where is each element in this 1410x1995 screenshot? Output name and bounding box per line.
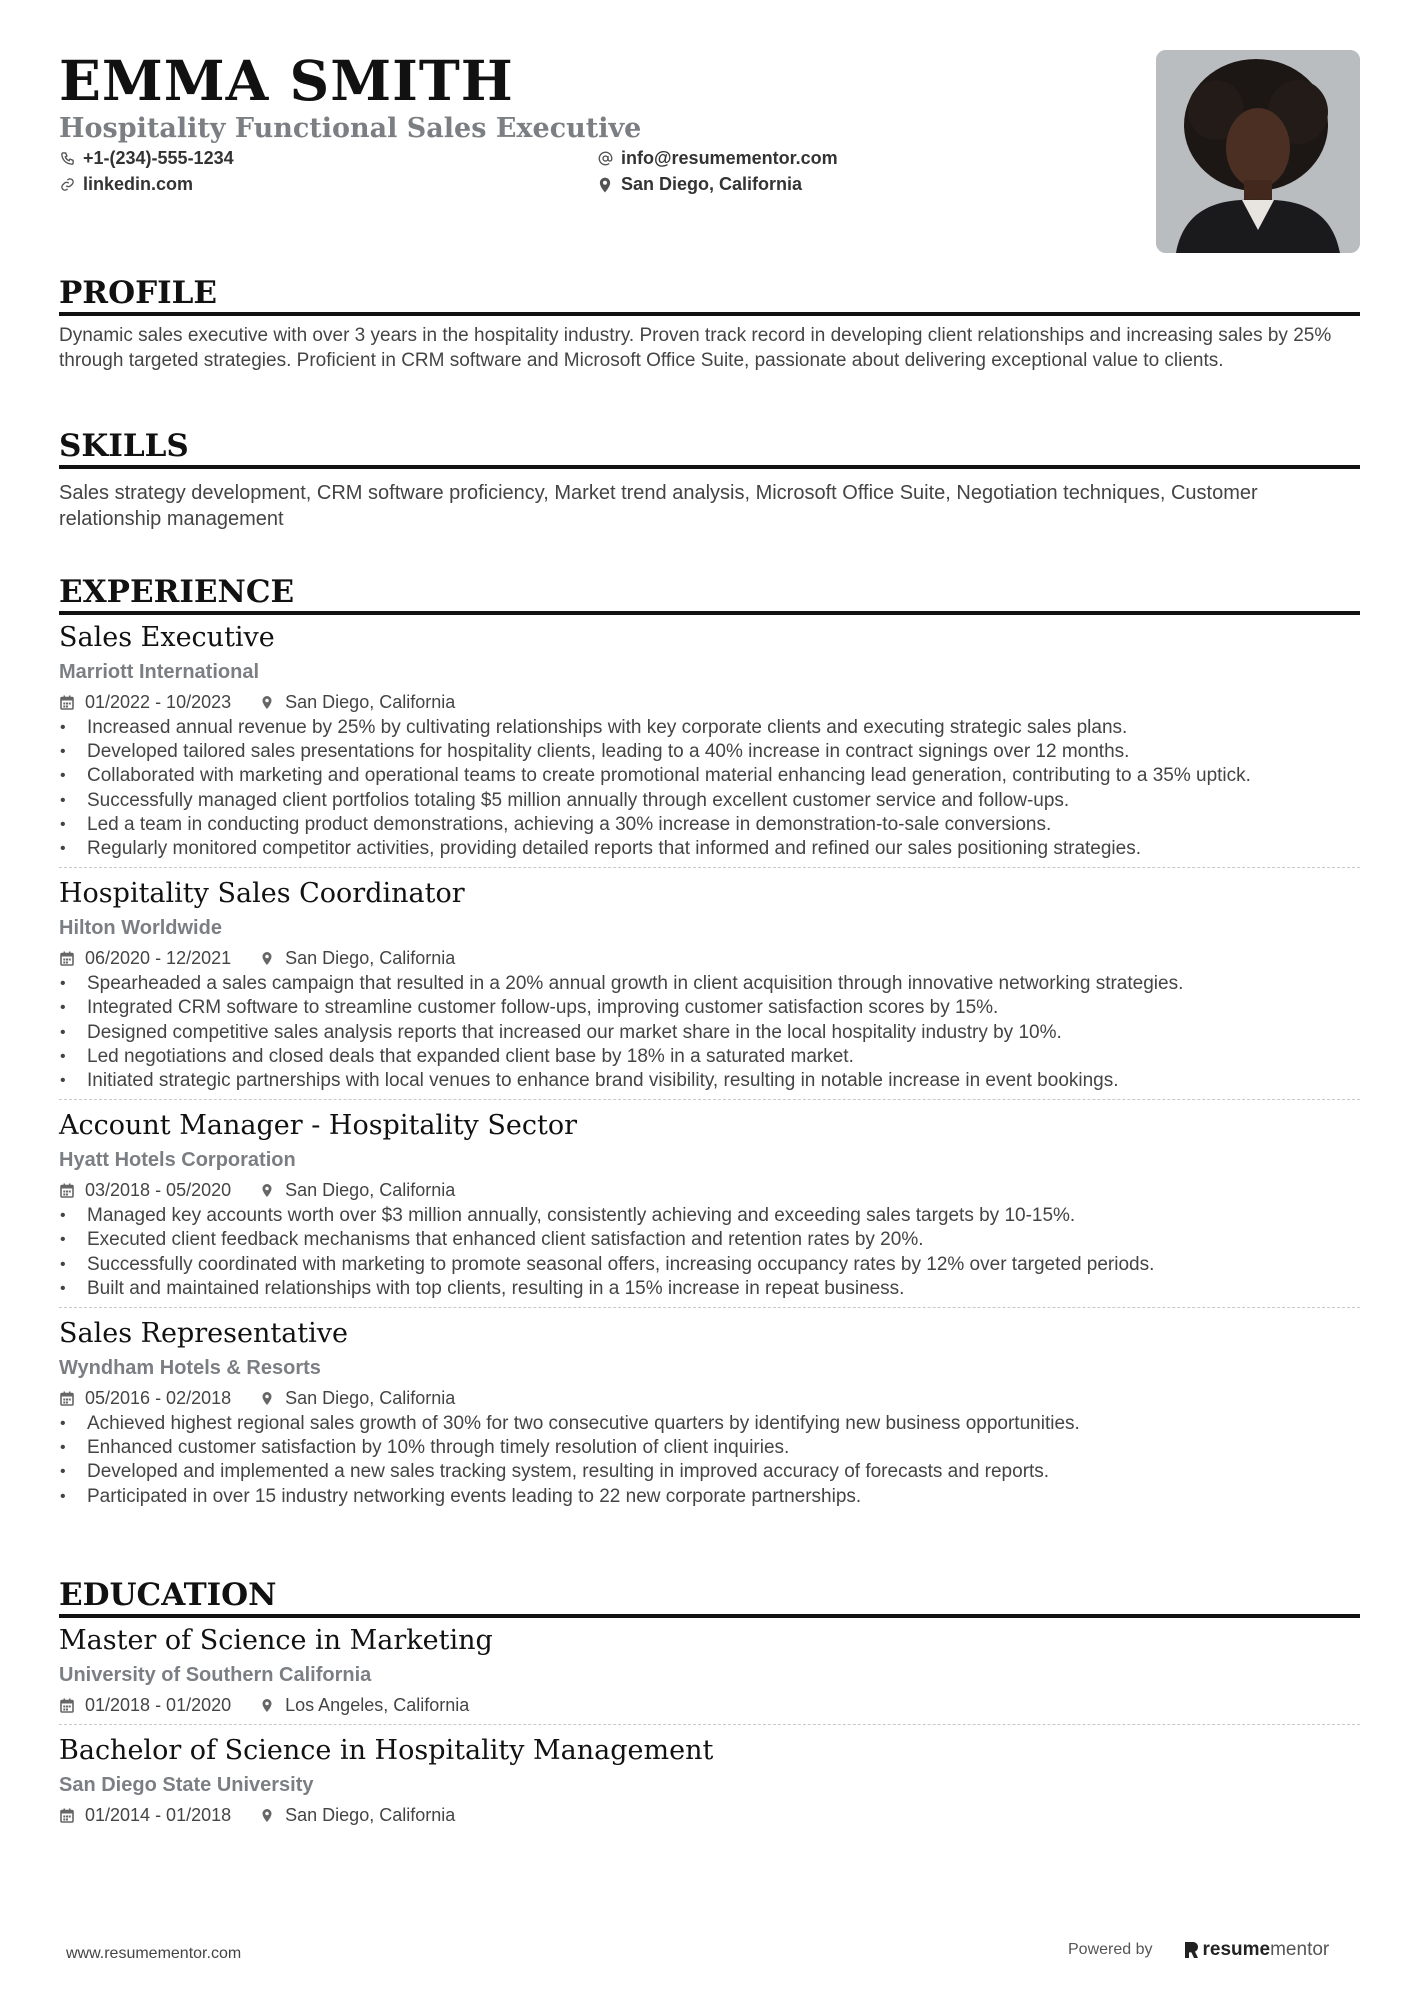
achievement-item: • Spearheaded a sales campaign that resulted in a 20% annual growth in client acquisition through innovative networking strategies. [59,972,1360,996]
entry-location: San Diego, California [285,1180,456,1201]
achievement-item: • Regularly monitored competitor activities, providing detailed reports that informed and refined our sales positioning strategies. [59,837,1360,861]
education-heading: EDUCATION [59,1576,1360,1618]
powered-by-label: Powered by [1068,1941,1153,1958]
entry-location: San Diego, California [285,692,456,712]
achievement-item: • Built and maintained relationships with top clients, resulting in a 15% increase in repeat business. [59,1277,1360,1301]
resumementor-logo-icon [1183,1940,1199,1960]
location-value: San Diego, California [621,174,803,194]
profile-photo [1156,50,1360,253]
achievement-item: • Executed client feedback mechanisms that enhanced client satisfaction and retention rates by 20%. [59,1228,1360,1252]
achievement-item: • Successfully managed client portfolios totaling $5 million annually through excellent customer service and follow-ups. [59,789,1360,813]
achievement-list [59,1204,1360,1301]
job-meta [59,1385,1360,1411]
calendar-icon [59,950,75,966]
achievement-item: • Achieved highest regional sales growth of 30% for two consecutive quarters by identifying new business opportunities. [59,1412,1360,1436]
achievement-item: • Collaborated with marketing and operational teams to create promotional material enhancing lead generation, contributing to a 35% uptick. [59,764,1360,788]
linkedin-value: linkedin.com [83,174,194,194]
achievement-item: • Led negotiations and closed deals that expanded client base by 18% in a saturated market. [59,1045,1360,1069]
job-meta [59,689,1360,715]
achievement-item: • Enhanced customer satisfaction by 10% through timely resolution of client inquiries. [59,1436,1360,1460]
job-title: Sales Executive [59,622,275,653]
job-meta [59,945,1360,971]
education-list [59,1623,1360,1828]
achievement-item: • Increased annual revenue by 25% by cultivating relationships with key corporate clients and executing strategic sales plans. [59,716,1360,740]
date-range: 06/2020 - 12/2021 [85,948,232,969]
profile-text: Dynamic sales executive with over 3 years in the hospitality industry. Proven track record in developing client relationships and increasing sales by 25% through targeted strategies. Proficient in CRM software and Microsoft Office Suite, passionate about delivering exceptional value to clients. [59,325,1332,371]
date-range: 01/2022 - 10/2023 [85,692,232,712]
calendar-icon [59,1697,75,1713]
footer-website[interactable]: www.resumementor.com [66,1945,242,1962]
experience-list [59,620,1360,1509]
profile-heading: PROFILE [59,274,1360,316]
map-pin-icon [259,950,275,966]
achievement-item: • Managed key accounts worth over $3 million annually, consistently achieving and exceeding sales targets by 10-15%. [59,1204,1360,1228]
map-pin-icon [259,1807,275,1823]
entry-divider [59,867,1360,868]
date-range: 01/2014 - 01/2018 [85,1805,232,1825]
achievement-item: • Designed competitive sales analysis reports that increased our market share in the local hospitality industry by 10%. [59,1021,1360,1045]
candidate-name: EMMA SMITH [59,48,514,113]
job-title: Hospitality Sales Coordinator [59,878,465,910]
brand-logo[interactable] [1183,1939,1330,1961]
date-range: 01/2018 - 01/2020 [85,1695,232,1715]
experience-section [59,573,1360,1509]
map-pin-icon [597,177,613,193]
school-name: San Diego State University [59,1774,314,1796]
education-title: Master of Science in Marketing [59,1625,493,1656]
achievement-list [59,972,1360,1093]
company-name: Wyndham Hotels & Resorts [59,1357,321,1380]
education-meta [59,1802,1360,1828]
education-entry [59,1733,1360,1828]
education-entry [59,1623,1360,1718]
skills-heading: SKILLS [59,427,1360,469]
footer-branding [1068,1939,1329,1961]
achievement-item: • Participated in over 15 industry networking events leading to 22 new corporate partnerships. [59,1485,1360,1509]
brand-bold: resume [1202,1939,1271,1960]
at-icon [597,151,613,167]
contact-email[interactable] [597,148,838,169]
education-meta [59,1692,1360,1718]
map-pin-icon [259,694,275,710]
link-icon [59,177,75,193]
education-section [59,1576,1360,1828]
skills-section [59,427,1360,532]
contact-location [597,174,802,195]
job-entry [59,1108,1360,1301]
profile-section [59,274,1360,373]
contact-phone[interactable] [59,148,234,169]
calendar-icon [59,1390,75,1406]
achievement-list [59,1412,1360,1509]
entry-divider [59,1724,1360,1725]
job-entry [59,876,1360,1093]
achievement-item: • Successfully coordinated with marketing to promote seasonal offers, increasing occupancy rates by 12% over targeted periods. [59,1253,1360,1277]
date-range: 05/2016 - 02/2018 [85,1388,232,1409]
entry-divider [59,1099,1360,1100]
entry-location: San Diego, California [285,1805,456,1825]
achievement-item: • Initiated strategic partnerships with local venues to enhance brand visibility, resulting in notable increase in event bookings. [59,1069,1360,1093]
job-entry [59,620,1360,861]
education-title: Bachelor of Science in Hospitality Management [59,1735,714,1766]
entry-location: San Diego, California [285,948,456,969]
calendar-icon [59,694,75,710]
company-name: Hyatt Hotels Corporation [59,1149,296,1172]
calendar-icon [59,1807,75,1823]
skills-text: Sales strategy development, CRM software proficiency, Market trend analysis, Microsoft Office Suite, Negotiation techniques, Customer relationship management [59,482,1258,530]
candidate-title: Hospitality Functional Sales Executive [59,113,642,144]
job-entry [59,1316,1360,1509]
map-pin-icon [259,1697,275,1713]
company-name: Marriott International [59,661,260,683]
achievement-item: • Developed tailored sales presentations for hospitality clients, leading to a 40% increase in contract signings over 12 months. [59,740,1360,764]
date-range: 03/2018 - 05/2020 [85,1180,232,1201]
job-title: Account Manager - Hospitality Sector [59,1110,577,1142]
contact-linkedin[interactable] [59,174,193,195]
resume-header [59,48,1359,258]
job-meta [59,1177,1360,1203]
phone-value: +1-(234)-555-1234 [83,148,234,168]
achievement-item: • Led a team in conducting product demonstrations, achieving a 30% increase in demonstration-to-sale conversions. [59,813,1360,837]
company-name: Hilton Worldwide [59,917,222,940]
map-pin-icon [259,1182,275,1198]
email-value: info@resumementor.com [621,148,838,168]
entry-location: San Diego, California [285,1388,456,1409]
achievement-item: • Integrated CRM software to streamline customer follow-ups, improving customer satisfaction scores by 15%. [59,996,1360,1020]
entry-divider [59,1307,1360,1308]
calendar-icon [59,1182,75,1198]
school-name: University of Southern California [59,1664,372,1686]
brand-light: mentor [1270,1939,1330,1960]
experience-heading: EXPERIENCE [59,573,1360,615]
achievement-item: • Developed and implemented a new sales tracking system, resulting in improved accuracy of forecasts and reports. [59,1460,1360,1484]
achievement-list [59,716,1360,861]
phone-icon [59,151,75,167]
map-pin-icon [259,1390,275,1406]
entry-location: Los Angeles, California [285,1695,470,1715]
job-title: Sales Representative [59,1318,349,1350]
